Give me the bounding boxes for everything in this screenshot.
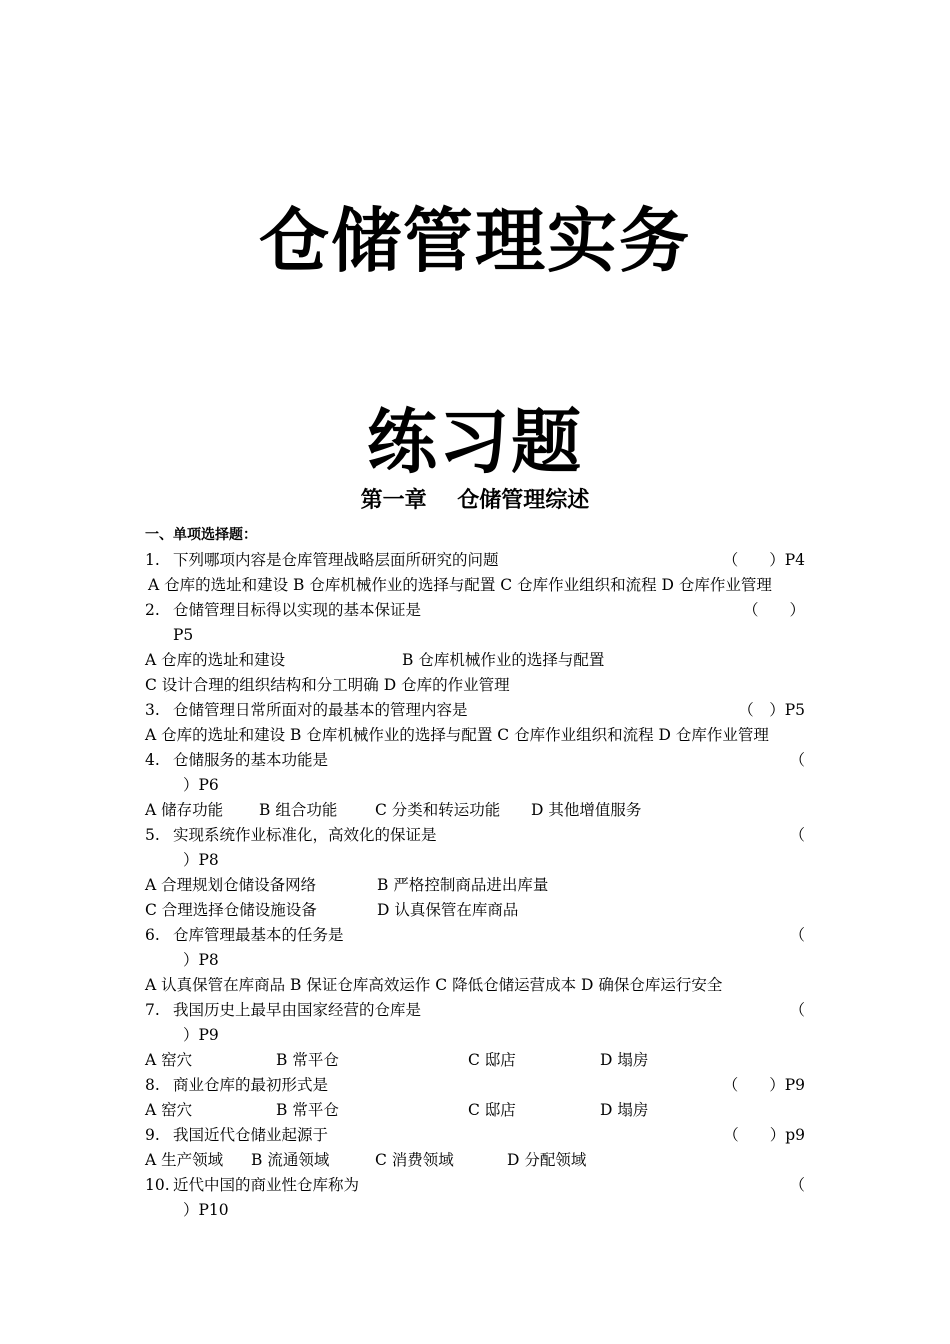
answer-blank: （ ）p9	[723, 1126, 805, 1144]
question-9: 9. 我国近代仓储业起源于 （ ）p9	[145, 1123, 805, 1148]
section-heading: 一、单项选择题：	[145, 527, 257, 543]
document-title: 仓储管理实务	[259, 200, 691, 282]
answer-blank: （ ）P9	[722, 1076, 805, 1094]
question-text: 近代中国的商业性仓库称为	[173, 1176, 360, 1194]
question-7-options: A 窑穴 B 常平仓 C 邸店 D 塌房	[145, 1051, 649, 1069]
question-text: 我国近代仓储业起源于	[173, 1126, 329, 1144]
question-text: 仓储管理日常所面对的最基本的管理内容是	[173, 701, 468, 719]
answer-blank: （	[789, 926, 805, 944]
question-2-options-2: C 设计合理的组织结构和分工明确 D 仓库的作业管理	[145, 676, 510, 694]
question-text: 仓储服务的基本功能是	[173, 751, 329, 769]
question-10: 10. 近代中国的商业性仓库称为 （	[145, 1173, 805, 1198]
answer-blank: （ ）P5	[738, 701, 805, 719]
question-text: 商业仓库的最初形式是	[173, 1076, 329, 1094]
question-6: 6. 仓库管理最基本的任务是 （	[145, 923, 805, 948]
question-5: 5. 实现系统作业标准化，高效化的保证是 （	[145, 823, 805, 848]
document-subtitle: 练习题	[367, 401, 583, 483]
page-ref: ）P9	[183, 1026, 219, 1044]
question-5-options-2: C 合理选择仓储设施设备 D 认真保管在库商品	[145, 901, 519, 919]
question-text: 仓库管理最基本的任务是	[173, 926, 344, 944]
answer-blank: （	[789, 1176, 805, 1194]
question-2: 2. 仓储管理目标得以实现的基本保证是 （ ）	[145, 598, 805, 623]
question-7: 7. 我国历史上最早由国家经营的仓库是 （	[145, 998, 805, 1023]
answer-blank: （	[789, 1001, 805, 1019]
answer-blank: （ ）P4	[722, 551, 805, 569]
question-list	[145, 523, 805, 1223]
page-ref: ）P8	[183, 951, 219, 969]
question-2-options: A 仓库的选址和建设 B 仓库机械作业的选择与配置	[145, 651, 605, 669]
answer-blank: （ ）	[742, 601, 805, 619]
question-5-options: A 合理规划仓储设备网络 B 严格控制商品进出库量	[145, 876, 549, 894]
question-text: 仓储管理目标得以实现的基本保证是	[173, 601, 422, 619]
question-3-options: A 仓库的选址和建设 B 仓库机械作业的选择与配置 C 仓库作业组织和流程 D 仓库作业管理	[145, 726, 769, 744]
question-1-options: A 仓库的选址和建设 B 仓库机械作业的选择与配置 C 仓库作业组织和流程 D 仓库作业管理	[148, 576, 772, 594]
chapter-heading: 第一章 仓储管理综述	[360, 488, 590, 513]
question-4-options: A 储存功能 B 组合功能 C 分类和转运功能 D 其他增值服务	[145, 801, 642, 819]
question-text: 我国历史上最早由国家经营的仓库是	[173, 1001, 422, 1019]
question-9-options: A 生产领域 B 流通领域 C 消费领域 D 分配领域	[145, 1151, 587, 1169]
question-1: 1. 下列哪项内容是仓库管理战略层面所研究的问题 （ ）P4	[145, 548, 805, 573]
question-text: 实现系统作业标准化，高效化的保证是	[173, 826, 437, 844]
page-ref: ）P8	[183, 851, 219, 869]
question-text: 下列哪项内容是仓库管理战略层面所研究的问题	[173, 551, 499, 569]
page-ref: ）P6	[183, 776, 219, 794]
question-3: 3. 仓储管理日常所面对的最基本的管理内容是 （ ）P5	[145, 698, 805, 723]
question-4: 4. 仓储服务的基本功能是 （	[145, 748, 805, 773]
question-8: 8. 商业仓库的最初形式是 （ ）P9	[145, 1073, 805, 1098]
answer-blank: （	[789, 826, 805, 844]
question-8-options: A 窑穴 B 常平仓 C 邸店 D 塌房	[145, 1101, 649, 1119]
page-ref: P5	[173, 626, 194, 644]
question-6-options: A 认真保管在库商品 B 保证仓库高效运作 C 降低仓储运营成本 D 确保仓库运行安全	[145, 976, 723, 994]
page-ref: ）P10	[183, 1201, 229, 1219]
answer-blank: （	[789, 751, 805, 769]
